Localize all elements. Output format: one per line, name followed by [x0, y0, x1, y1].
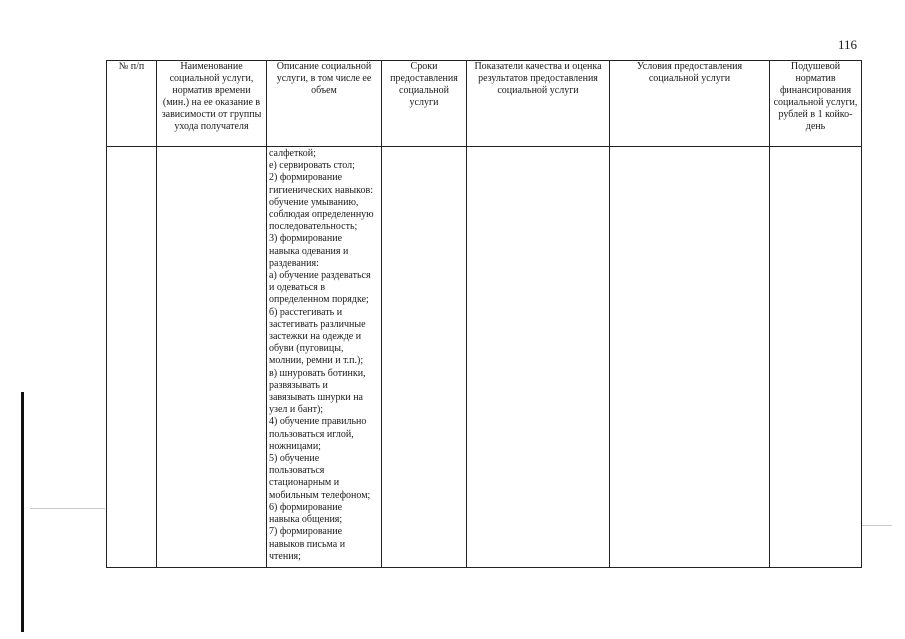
cell-number [107, 147, 157, 568]
description-line: мобильным телефоном; [269, 489, 371, 501]
description-line: застегивать различные [269, 318, 366, 330]
cell-financing [770, 147, 862, 568]
table-row [107, 147, 862, 568]
scan-artifact-line [30, 508, 105, 509]
description-line: 7) формирование [269, 526, 343, 538]
description-line: 6) формирование [269, 501, 343, 513]
description-line: застежки на одежде и [269, 331, 362, 343]
header-financing: Подушевой норматив финансирования социальной услуги, рублей в 1 койко-день [770, 61, 862, 147]
description-line: узел и бант); [269, 404, 324, 416]
cell-quality [467, 147, 610, 568]
description-line: в) шнуровать ботинки, [269, 367, 366, 379]
table-header-row [107, 61, 862, 147]
scan-edge-shadow [21, 392, 24, 632]
header-description: Описание социальной услуги, в том числе ее объем [267, 61, 382, 147]
description-line: соблюдая определенную [269, 209, 374, 221]
description-line: гигиенических навыков: [269, 184, 373, 196]
header-quality: Показатели качества и оценка результатов предоставления социальной услуги [467, 61, 610, 147]
description-line: 5) обучение [269, 453, 320, 465]
cell-conditions [610, 147, 770, 568]
description-line: 2) формирование [269, 172, 343, 184]
description-line: 3) формирование [269, 233, 343, 245]
description-line: ножницами; [269, 440, 321, 452]
description-line: завязывать шнурки на [269, 392, 363, 404]
services-table [106, 60, 862, 568]
description-line: молнии, ремни и т.п.); [269, 355, 364, 367]
description-line: пользоваться иглой, [269, 428, 354, 440]
description-line: раздевания: [269, 257, 319, 269]
scan-artifact-line [862, 525, 892, 526]
description-line: б) расстегивать и [269, 306, 343, 318]
description-line: развязывать и [269, 379, 328, 391]
description-lines [269, 148, 380, 563]
description-line: салфеткой; [269, 148, 316, 159]
description-line: 4) обучение правильно [269, 416, 367, 428]
header-terms: Сроки предоставления социальной услуги [382, 61, 467, 147]
page-number: 116 [838, 37, 858, 52]
description-line: обуви (пуговицы, [269, 343, 344, 355]
cell-service-name [157, 147, 267, 568]
cell-description [267, 147, 382, 568]
description-line: стационарным и [269, 477, 340, 489]
description-line: навыка общения; [269, 514, 343, 526]
description-line: навыка одевания и [269, 245, 349, 257]
description-line: е) сервировать стол; [269, 160, 355, 172]
description-line: а) обучение раздеваться [269, 270, 371, 282]
header-service-name: Наименование социальной услуги, норматив времени (мин.) на ее оказание в зависимости от группы ухода получателя [157, 61, 267, 147]
description-line: навыков письма и [269, 538, 346, 550]
description-line: пользоваться [269, 465, 325, 477]
description-line: чтения; [269, 550, 301, 562]
description-line: обучение умыванию, [269, 196, 359, 208]
description-line: последовательность; [269, 221, 358, 233]
header-conditions: Условия предоставления социальной услуги [610, 61, 770, 147]
description-line: и одеваться в [269, 282, 326, 294]
description-line: определенном порядке; [269, 294, 369, 306]
cell-terms [382, 147, 467, 568]
header-number: № п/п [107, 61, 157, 147]
